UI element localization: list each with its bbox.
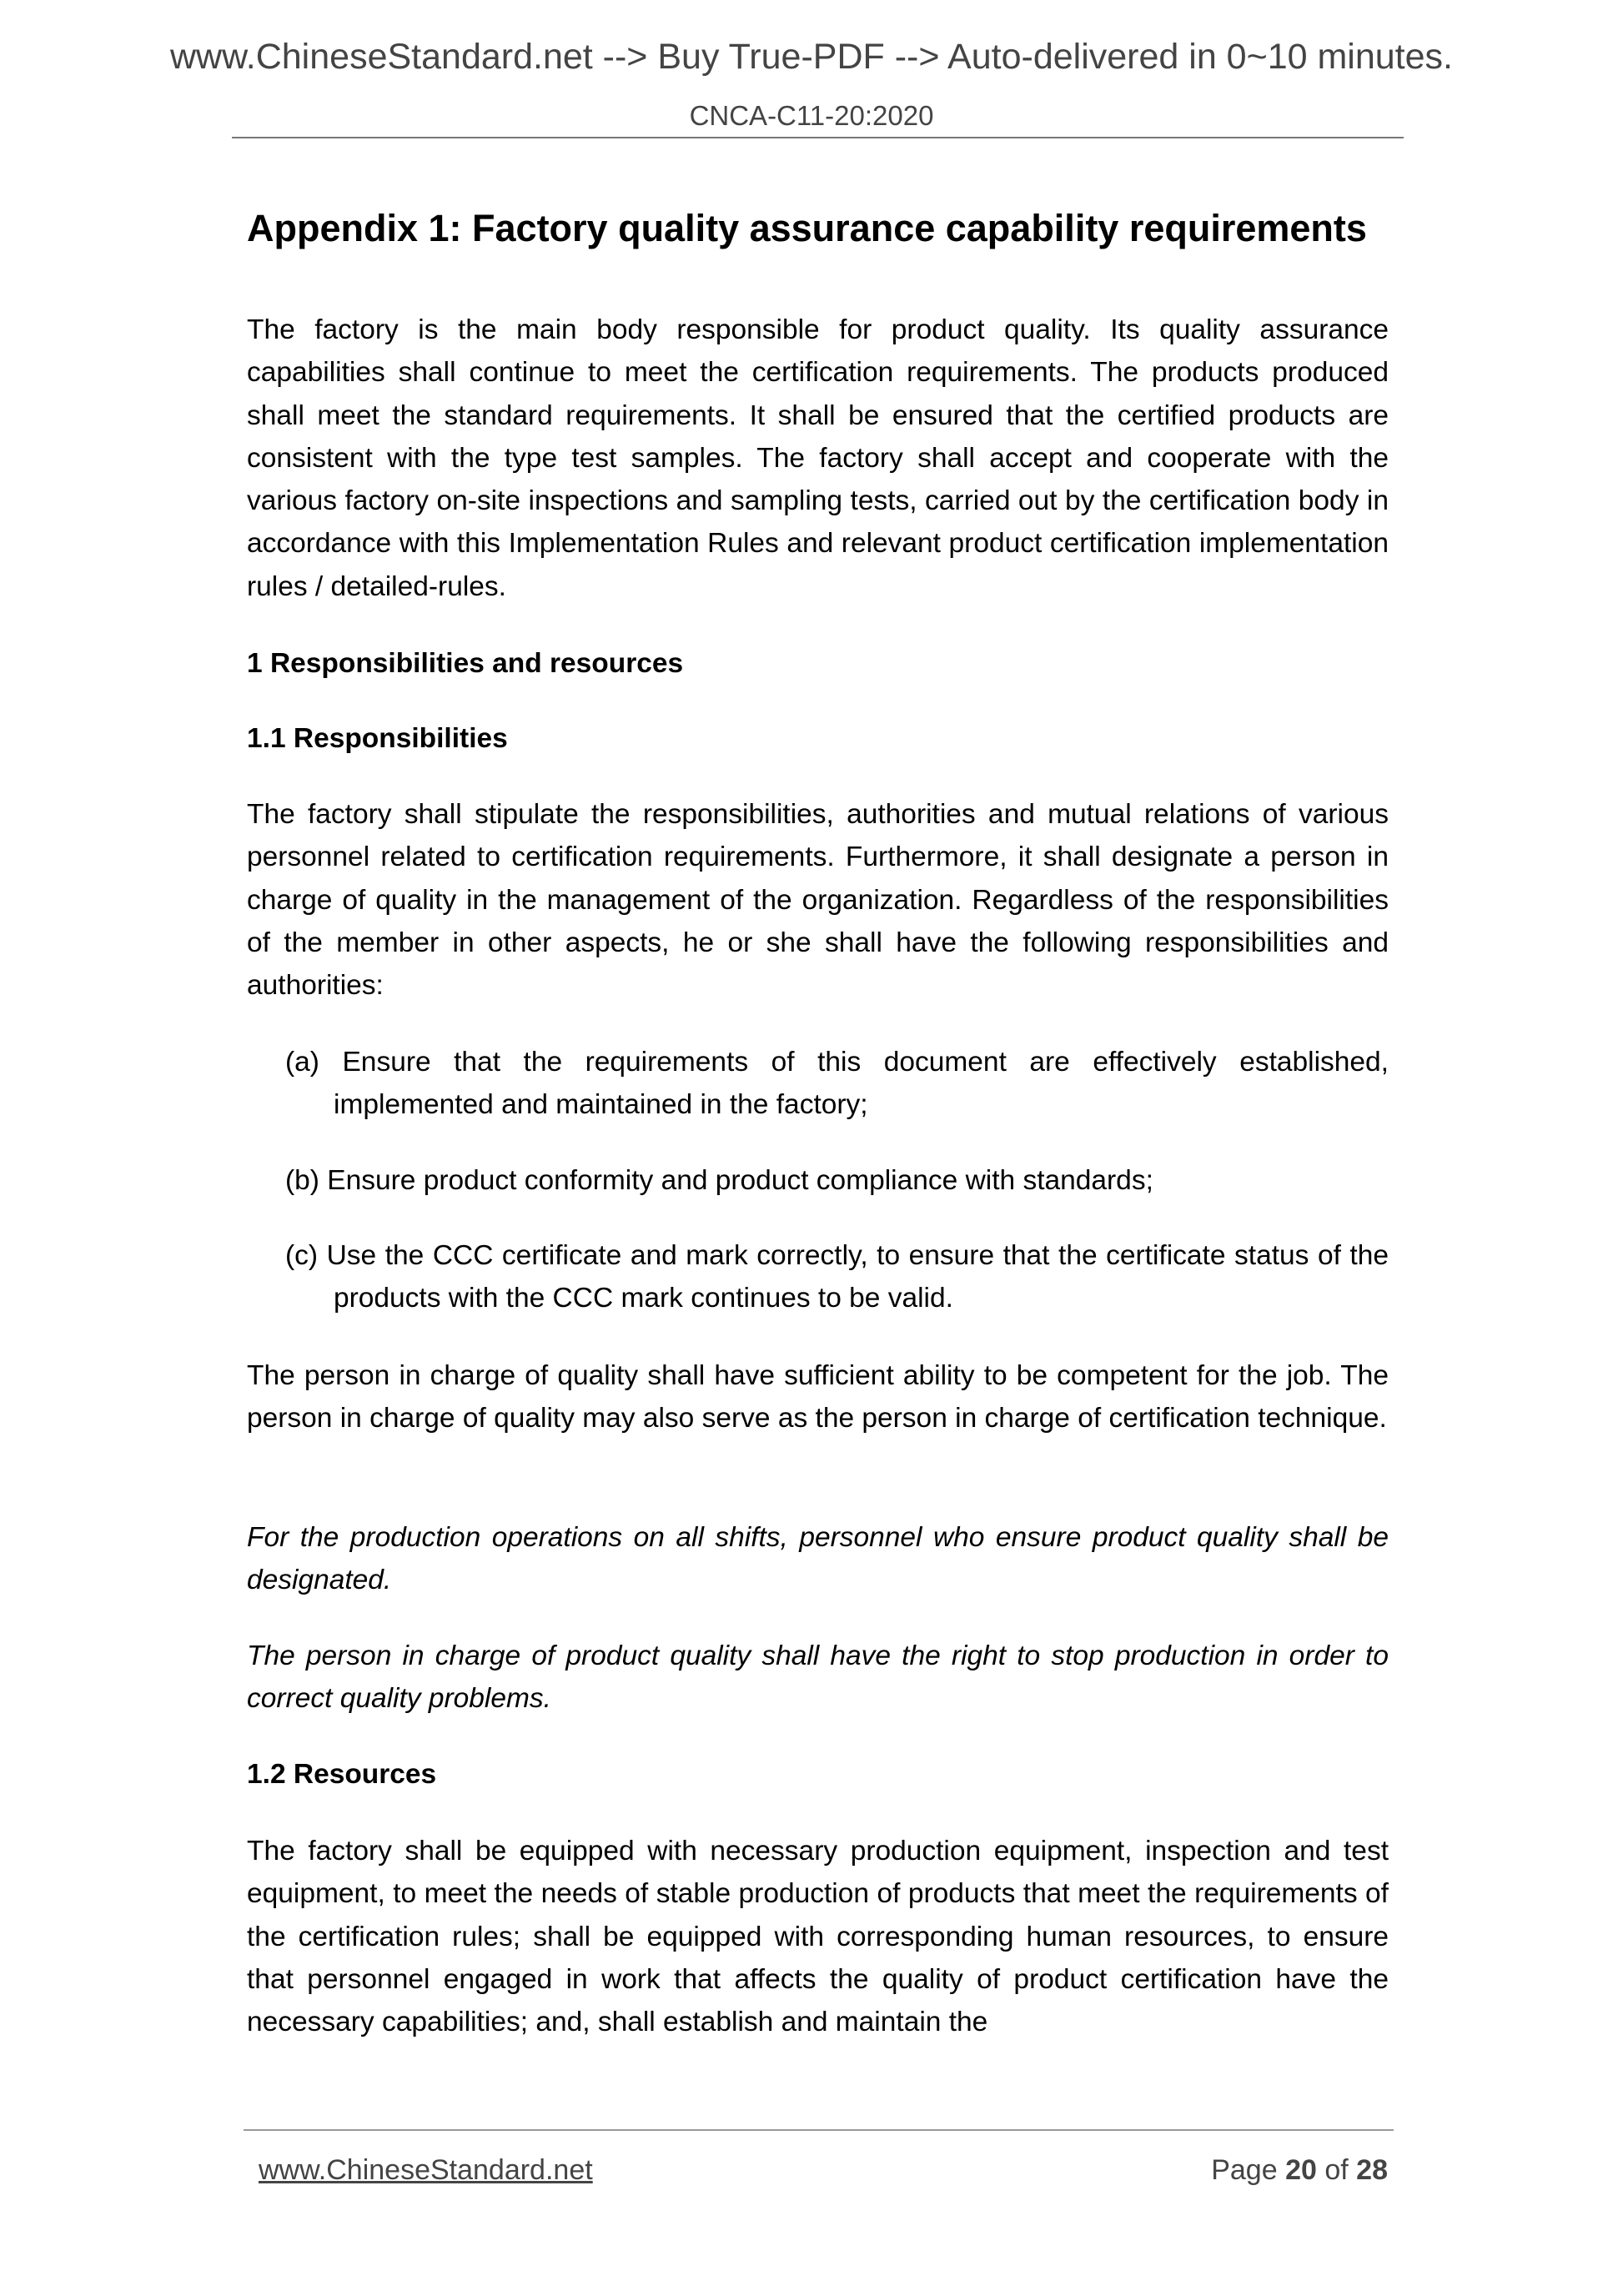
document-code: CNCA-C11-20:2020 xyxy=(689,100,934,131)
header-divider xyxy=(232,137,1404,138)
section-heading-1: 1 Responsibilities and resources xyxy=(247,648,684,679)
of-label: of xyxy=(1324,2154,1349,2186)
intro-paragraph: The factory is the main body responsible for product quality. Its quality assurance capabilities shall continue to meet the certification requirements. The products produced shall meet the standard requirements. It shall be ensured that the certified products are consistent with the type test samples. The factory shall accept and cooperate with the various factory on-site inspections and sampling tests, carried out by the certification body in accordance with this Implementation Rules and relevant product certification implementation rules / detailed-rules. xyxy=(247,314,1389,602)
list-item-c: (c) Use the CCC certificate and mark correctly, to ensure that the certificate status of the products with the CCC mark continues to be valid. xyxy=(285,1240,1389,1314)
promo-banner: www.ChineseStandard.net --> Buy True-PDF --> Auto-delivered in 0~10 minutes. xyxy=(169,37,1453,77)
section-heading-1-2: 1.2 Resources xyxy=(247,1759,437,1790)
page-indicator xyxy=(1211,2154,1388,2187)
footer-website-link[interactable]: www.ChineseStandard.net xyxy=(259,2154,593,2186)
shifts-paragraph: For the production operations on all shifts, personnel who ensure product quality shall be designated. xyxy=(247,1522,1389,1596)
page-label: Page xyxy=(1211,2154,1278,2186)
page-title: Appendix 1: Factory quality assurance capability requirements xyxy=(247,207,1367,249)
stop-production-paragraph: The person in charge of product quality shall have the right to stop production in order to correct quality problems. xyxy=(247,1640,1389,1715)
resources-paragraph: The factory shall be equipped with necessary production equipment, inspection and test equipment, to meet the needs of stable production of products that meet the requirements of the certification rules; shall be equipped with corresponding human resources, to ensure that personnel engaged in work that affects the quality of product certification have the necessary capabilities; and, shall establish and maintain the xyxy=(247,1836,1389,2038)
current-page: 20 xyxy=(1285,2154,1317,2186)
list-item-b: (b) Ensure product conformity and product compliance with standards; xyxy=(285,1165,1153,1196)
responsibilities-paragraph: The factory shall stipulate the responsibilities, authorities and mutual relations of various personnel related to certification requirements. Furthermore, it shall designate a person in charge of quality in the management of the organization. Regardless of the responsibilities of the member in other aspects, he or she shall have the following responsibilities and authorities: xyxy=(247,799,1389,1002)
footer-divider xyxy=(244,2129,1394,2131)
list-item-a: (a) Ensure that the requirements of this document are effectively established, implemented and maintained in the factory; xyxy=(285,1047,1389,1121)
section-heading-1-1: 1.1 Responsibilities xyxy=(247,723,508,754)
total-pages: 28 xyxy=(1356,2154,1388,2186)
quality-person-paragraph: The person in charge of quality shall have sufficient ability to be competent for the job. The person in charge of quality may also serve as the person in charge of certification technique. xyxy=(247,1360,1389,1434)
